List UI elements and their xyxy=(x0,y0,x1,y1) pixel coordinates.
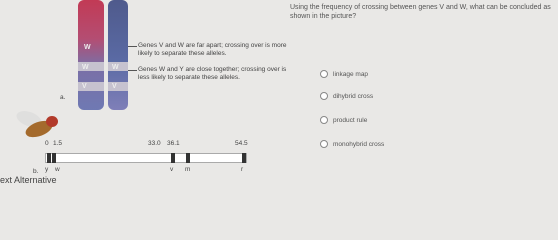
radio-button[interactable] xyxy=(320,140,328,148)
map-value: 1.5 xyxy=(53,140,63,147)
map-tick xyxy=(171,153,175,163)
option-label: linkage map xyxy=(333,70,369,78)
radio-button[interactable] xyxy=(320,92,328,100)
gene-label: W xyxy=(112,64,119,71)
text-alternative-link[interactable]: ext Alternative xyxy=(0,175,57,185)
fly-head xyxy=(46,116,58,127)
map-letters xyxy=(45,166,250,174)
gene-label: W xyxy=(84,44,91,51)
map-letter: v xyxy=(170,166,174,173)
radio-button[interactable] xyxy=(320,116,328,124)
option-monohybrid-cross[interactable] xyxy=(320,140,384,148)
map-value: 54.5 xyxy=(235,140,248,147)
map-letter: w xyxy=(55,166,60,173)
option-dihybrid-cross[interactable] xyxy=(320,92,373,100)
chromosome-band xyxy=(108,82,128,91)
map-value: 0 xyxy=(45,140,49,147)
answer-options xyxy=(320,70,520,180)
option-label: monohybrid cross xyxy=(333,140,385,148)
map-scale xyxy=(45,140,250,150)
map-value: 36.1 xyxy=(167,140,180,147)
option-label: product rule xyxy=(333,116,368,124)
option-linkage-map[interactable] xyxy=(320,70,368,78)
option-product-rule[interactable] xyxy=(320,116,367,124)
callout-line xyxy=(128,46,137,47)
panel-label-a: a. xyxy=(60,94,66,101)
gene-label: W xyxy=(82,64,89,71)
gene-label: V xyxy=(82,83,87,90)
panel-label-b: b. xyxy=(33,168,39,175)
callout-far-apart: Genes V and W are far apart; crossing over is more likely to separate these alleles. xyxy=(138,42,287,57)
callout-close-together: Genes W and Y are close together; crossing over is less likely to separate these alleles. xyxy=(138,66,287,81)
map-tick xyxy=(52,153,56,163)
callout-line xyxy=(128,70,137,71)
chromosome-right xyxy=(108,0,128,110)
map-tick xyxy=(186,153,190,163)
map-tick xyxy=(47,153,51,163)
map-letter: y xyxy=(45,166,49,173)
radio-button[interactable] xyxy=(320,70,328,78)
map-tick xyxy=(242,153,246,163)
chromosome-left xyxy=(78,0,104,110)
map-value: 33.0 xyxy=(148,140,161,147)
option-label: dihybrid cross xyxy=(333,92,374,100)
map-letter: r xyxy=(241,166,244,173)
gene-label: V xyxy=(112,83,117,90)
map-letter: m xyxy=(185,166,191,173)
question-text: Using the frequency of crossing between genes V and W, what can be concluded as shown in the picture? xyxy=(290,4,551,20)
linkage-map-bar xyxy=(45,153,247,163)
